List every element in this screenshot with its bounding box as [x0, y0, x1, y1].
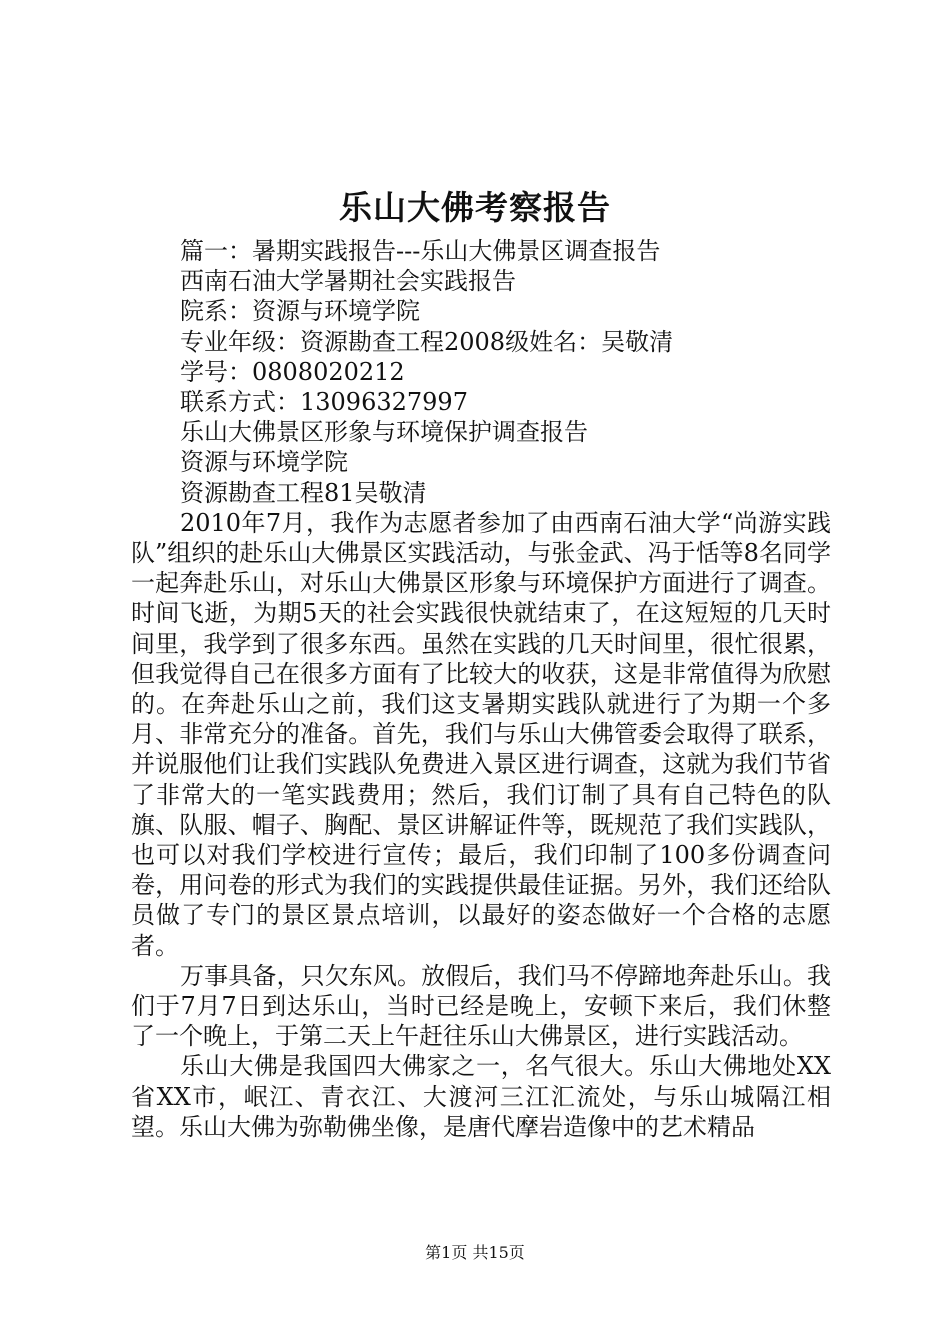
body-paragraph: 乐山大佛是我国四大佛家之一，名气很大。乐山大佛地处XX省XX市，岷江、青衣江、大渡河三江汇流处，与乐山城隔江相望。乐山大佛为弥勒佛坐像，是唐代摩岩造像中的艺术精品 — [131, 1052, 831, 1141]
meta-line: 篇一：暑期实践报告---乐山大佛景区调查报告 — [180, 237, 661, 265]
document-title: 乐山大佛考察报告 — [339, 188, 611, 227]
meta-line: 联系方式：13096327997 — [180, 388, 468, 417]
meta-line: 乐山大佛景区形象与环境保护调查报告 — [180, 418, 588, 447]
body-paragraph: 2010年7月，我作为志愿者参加了由西南石油大学“尚游实践队”组织的赴乐山大佛景区实践活动，与张金武、冯于恬等8名同学一起奔赴乐山，对乐山大佛景区形象与环境保护方面进行了调查。时间飞逝，为期5天的社会实践很快就结束了，在这短短的几天时间里，我学到了很多东西。虽然在实践的几天时间里，很忙很累，但我觉得自己在很多方面有了比较大的收获，这是非常值得为欣慰的。在奔赴乐山之前，我们这支暑期实践队就进行了为期一个多月、非常充分的准备。首先，我们与乐山大佛管委会取得了联系，并说服他们让我们实践队免费进入景区进行调查，这就为我们节省了非常大的一笔实践费用；然后，我们订制了具有自己特色的队旗、队服、帽子、胸配、景区讲解证件等，既规范了我们实践队，也可以对我们学校进行宣传；最后，我们印制了100多份调查问卷，用问卷的形式为我们的实践提供最佳证据。另外，我们还给队员做了专门的景区景点培训，以最好的姿态做好一个合格的志愿者。 — [131, 508, 831, 960]
document-body — [131, 236, 831, 1142]
meta-line: 资源与环境学院 — [180, 448, 348, 477]
meta-line: 资源勘查工程81吴敬清 — [180, 478, 427, 507]
meta-line: 专业年级：资源勘查工程2008级姓名：吴敬清 — [180, 327, 674, 356]
meta-line: 西南石油大学暑期社会实践报告 — [180, 267, 516, 296]
page-footer: 第1页 共15页 — [425, 1243, 525, 1262]
body-paragraph: 万事具备，只欠东风。放假后，我们马不停蹄地奔赴乐山。我们于7月7日到达乐山，当时已经是晚上，安顿下来后，我们休整了一个晚上，于第二天上午赶往乐山大佛景区，进行实践活动。 — [131, 961, 831, 1051]
meta-line: 学号：0808020212 — [180, 357, 405, 386]
meta-line: 院系：资源与环境学院 — [180, 297, 420, 326]
